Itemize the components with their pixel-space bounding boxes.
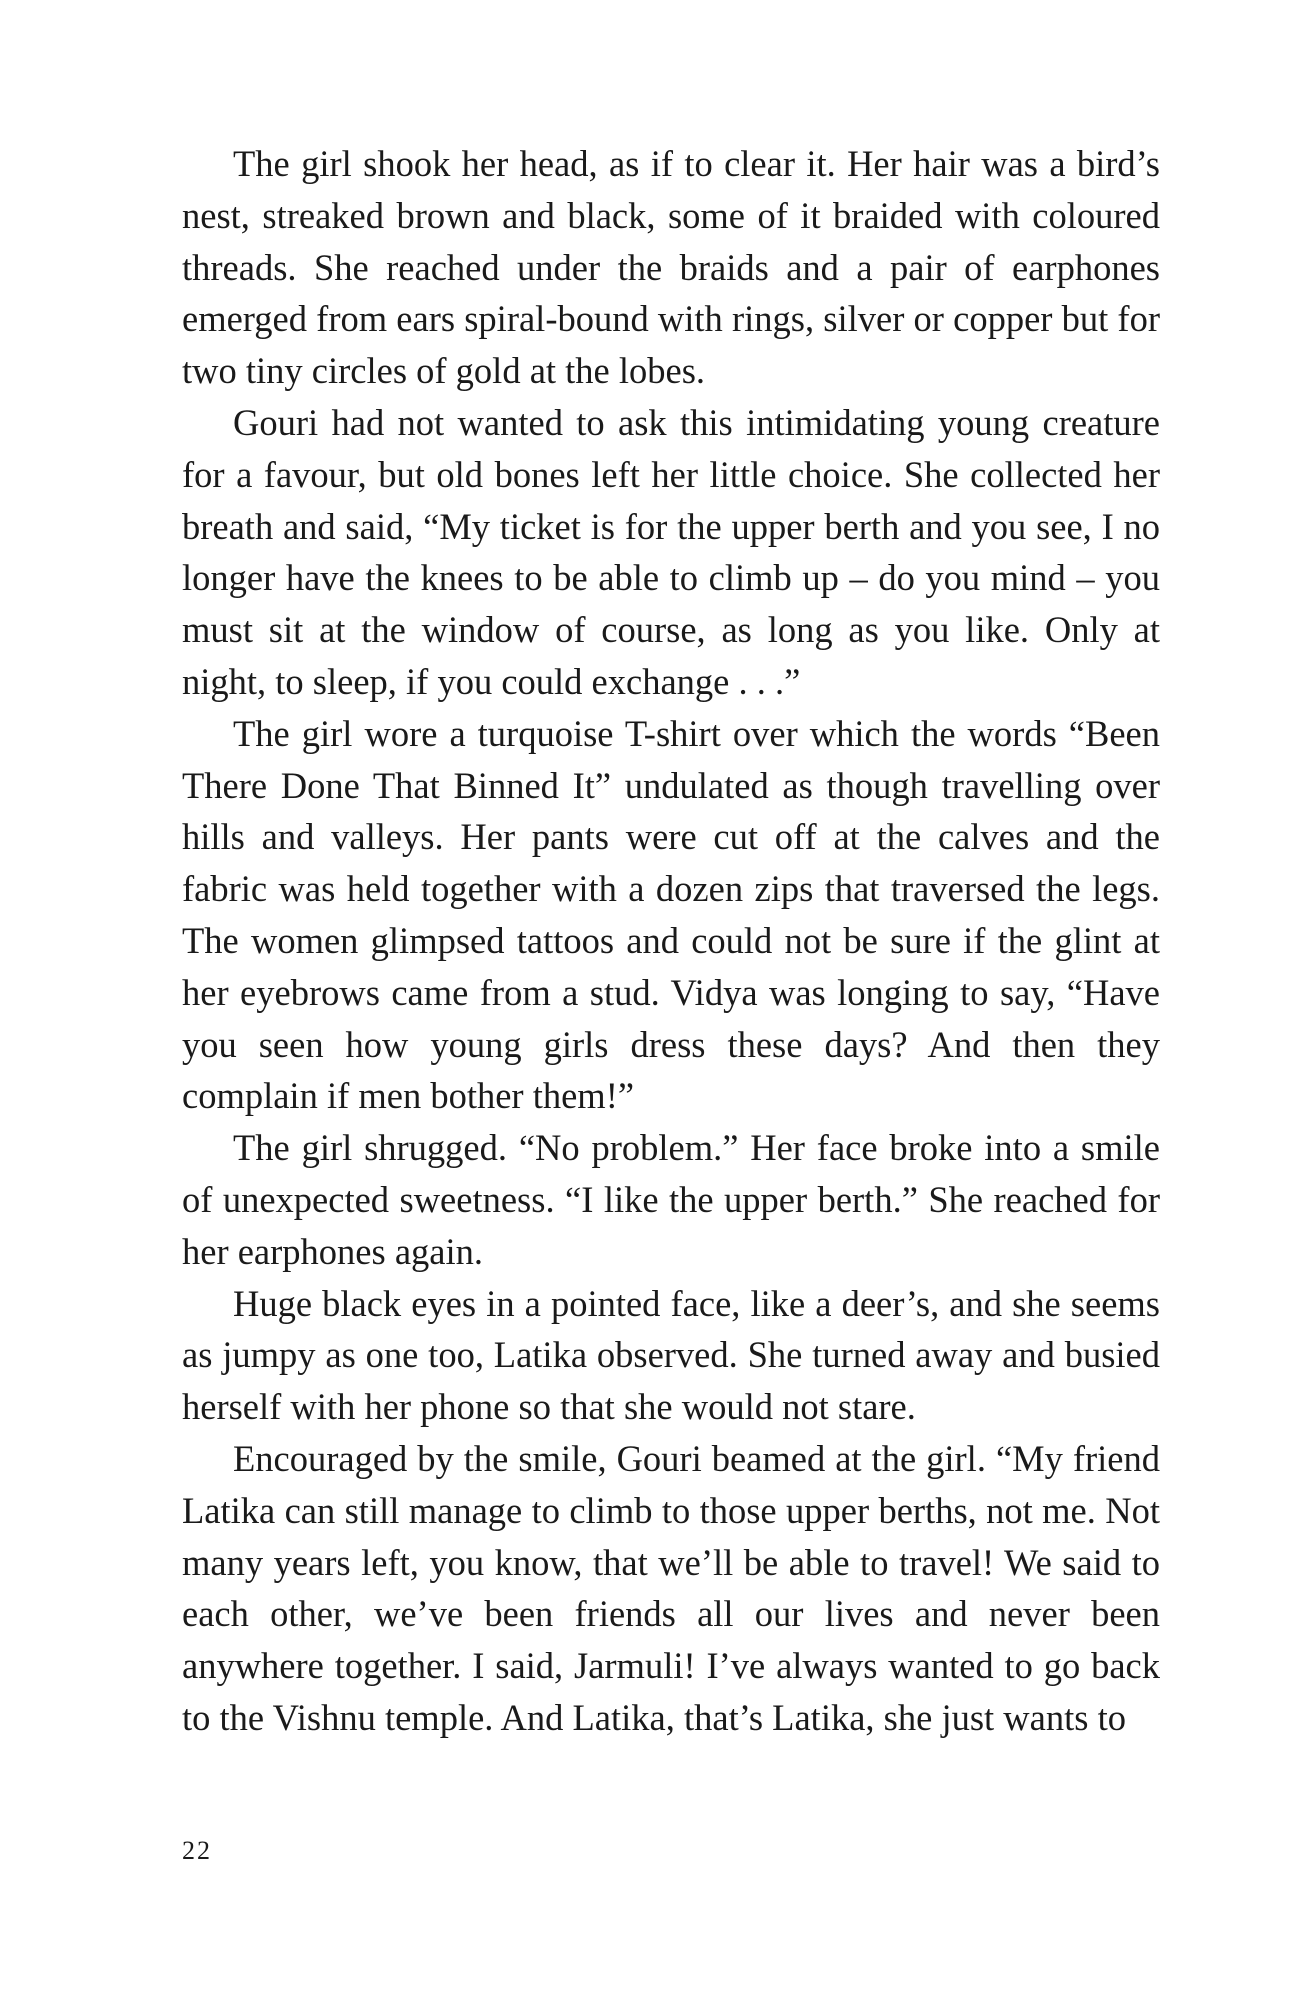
body-text [182,138,1160,1744]
paragraph: Gouri had not wanted to ask this intimidating young creature for a favour, but old bones left her little choice. She collected her breath and said, “My ticket is for the upper berth and you see, I no longer have the knees to be able to climb up – do you mind – you must sit at the window of course, as long as you like. Only at night, to sleep, if you could exchange . . .” [182,401,1160,702]
paragraph: The girl shrugged. “No problem.” Her face broke into a smile of unexpected sweetness. “I like the upper berth.” She reached for her earphones again. [182,1127,1160,1272]
paragraph: The girl wore a turquoise T-shirt over which the words “Been There Done That Binned It” undulated as though travelling over hills and valleys. Her pants were cut off at the calves and the fabric was held together with a dozen zips that traversed the legs. The women glimpsed tattoos and could not be sure if the glint at her eyebrows came from a stud. Vidya was longing to say, “Have you seen how young girls dress these days? And then they complain if men bother them!” [182,712,1160,1117]
page-number: 22 [182,1836,212,1865]
paragraph: The girl shook her head, as if to clear it. Her hair was a bird’s nest, streaked brown and black, some of it braided with coloured threads. She reached under the braids and a pair of earphones emerged from ears spiral-bound with rings, silver or copper but for two tiny circles of gold at the lobes. [182,143,1160,392]
paragraph: Huge black eyes in a pointed face, like a deer’s, and she seems as jumpy as one too, Latika observed. She turned away and busied herself with her phone so that she would not stare. [182,1282,1160,1428]
paragraph: Encouraged by the smile, Gouri beamed at the girl. “My friend Latika can still manage to climb to those upper berths, not me. Not many years left, you know, that we’ll be able to travel! We said to each other, we’ve been friends all our lives and never been anywhere together. I said, Jarmuli! I’ve always wanted to go back to the Vishnu temple. And Latika, that’s Latika, she just wants to [182,1437,1160,1738]
